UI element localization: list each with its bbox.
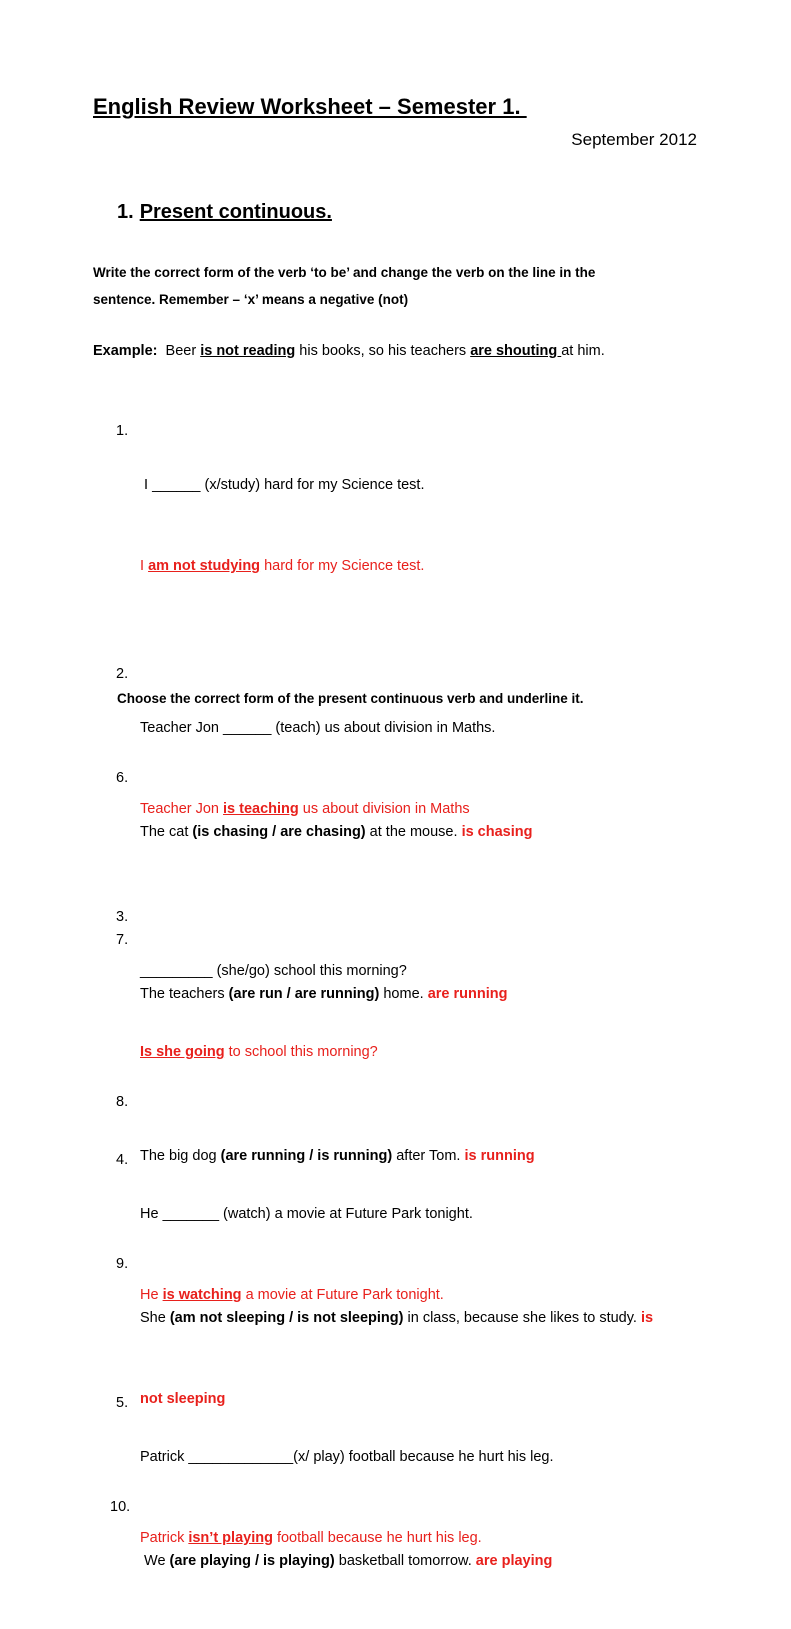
item-number: 2.: [116, 666, 129, 682]
choice-sentence: [140, 819, 716, 846]
answer-text: [140, 553, 716, 580]
question-text: _________ (she/go) school this morning?: [140, 963, 407, 979]
sentence-pre: The teachers: [140, 986, 229, 1002]
worksheet-title: English Review Worksheet – Semester 1.: [93, 94, 527, 119]
sentence-post: in class, because she likes to study.: [403, 1310, 641, 1326]
answer-text: are playing: [475, 1553, 553, 1569]
verb-choices: (are running / is running): [220, 1148, 393, 1164]
answer-text: is chasing: [461, 824, 533, 840]
example-underlined-1: is not reading: [200, 343, 296, 359]
answer-pre: He: [140, 1287, 163, 1303]
answer-text: are running: [427, 986, 508, 1002]
list-item: [116, 738, 716, 900]
list-item: [116, 1062, 716, 1224]
choice-sentence: [140, 981, 716, 1008]
answer-post: us about division in Maths: [298, 801, 470, 817]
sentence-post: home.: [379, 986, 428, 1002]
example-underlined-2: are shouting: [470, 343, 562, 359]
section-title: Present continuous.: [139, 201, 332, 223]
section-heading: [117, 197, 332, 227]
instructions-line-2: sentence. Remember – ‘x’ means a negative (not): [93, 292, 409, 307]
answer-continuation: not sleeping: [140, 1391, 226, 1407]
section-number: 1.: [117, 201, 134, 223]
item-number: 9.: [116, 1256, 129, 1272]
verb-choices: (are run / are running): [228, 986, 380, 1002]
answer-text: is running: [464, 1148, 535, 1164]
verb-choices: (are playing / is playing): [169, 1553, 335, 1569]
answer-verb: Is she going: [140, 1044, 225, 1060]
sentence-pre: We: [140, 1553, 170, 1569]
example-text-3: at him.: [561, 343, 605, 359]
item-number: 10.: [110, 1499, 131, 1515]
answer-post: a movie at Future Park tonight.: [241, 1287, 444, 1303]
answer-post: to school this morning?: [224, 1044, 378, 1060]
list-item: [116, 391, 716, 634]
item-number: 1.: [116, 423, 129, 439]
answer-text: is: [640, 1310, 654, 1326]
choice-sentence: [140, 1305, 716, 1332]
answer-post: football because he hurt his leg.: [272, 1530, 482, 1546]
sentence-post: basketball tomorrow.: [334, 1553, 476, 1569]
choice-sentence: [140, 1143, 716, 1170]
item-number: 4.: [116, 1152, 129, 1168]
example-text-2: his books, so his teachers: [295, 343, 471, 359]
verb-choices: (is chasing / are chasing): [192, 824, 366, 840]
example-text-1: Beer: [157, 343, 201, 359]
answer-verb: am not studying: [148, 558, 261, 574]
exercise-2-list: [110, 738, 716, 1629]
item-number: 8.: [116, 1094, 129, 1110]
verb-choices: (am not sleeping / is not sleeping): [169, 1310, 404, 1326]
example-label: Example:: [93, 343, 158, 359]
item-number: 6.: [116, 770, 129, 786]
worksheet-date: September 2012: [571, 130, 697, 149]
example-sentence: [93, 339, 605, 363]
answer-pre: Patrick: [140, 1530, 189, 1546]
instructions-line-1: Write the correct form of the verb ‘to be’ and change the verb on the line in the: [93, 265, 596, 280]
sentence-pre: The cat: [140, 824, 193, 840]
list-item: [116, 900, 716, 1062]
item-number: 3.: [116, 909, 129, 925]
question-text: Patrick _____________(x/ play) football because he hurt his leg.: [140, 1449, 554, 1465]
answer-verb: isn’t playing: [188, 1530, 273, 1546]
list-item: [116, 1224, 716, 1467]
sentence-post: after Tom.: [392, 1148, 465, 1164]
answer-pre: I: [140, 558, 149, 574]
question-text: Teacher Jon ______ (teach) us about division in Maths.: [140, 720, 496, 736]
question-text: I ______ (x/study) hard for my Science test.: [140, 477, 425, 493]
sentence-pre: The big dog: [140, 1148, 221, 1164]
sentence-post: at the mouse.: [365, 824, 462, 840]
instructions: [93, 259, 713, 313]
item-number: 7.: [116, 932, 129, 948]
choice-sentence: [140, 1548, 716, 1575]
answer-verb: is teaching: [223, 801, 299, 817]
question-text: He _______ (watch) a movie at Future Park tonight.: [140, 1206, 473, 1222]
answer-verb: is watching: [162, 1287, 242, 1303]
list-item: [110, 1467, 716, 1629]
answer-post: hard for my Science test.: [260, 558, 425, 574]
item-number: 5.: [116, 1395, 129, 1411]
sentence-pre: She: [140, 1310, 170, 1326]
answer-pre: Teacher Jon: [140, 801, 224, 817]
instructions-2: Choose the correct form of the present continuous verb and underline it.: [117, 691, 584, 706]
